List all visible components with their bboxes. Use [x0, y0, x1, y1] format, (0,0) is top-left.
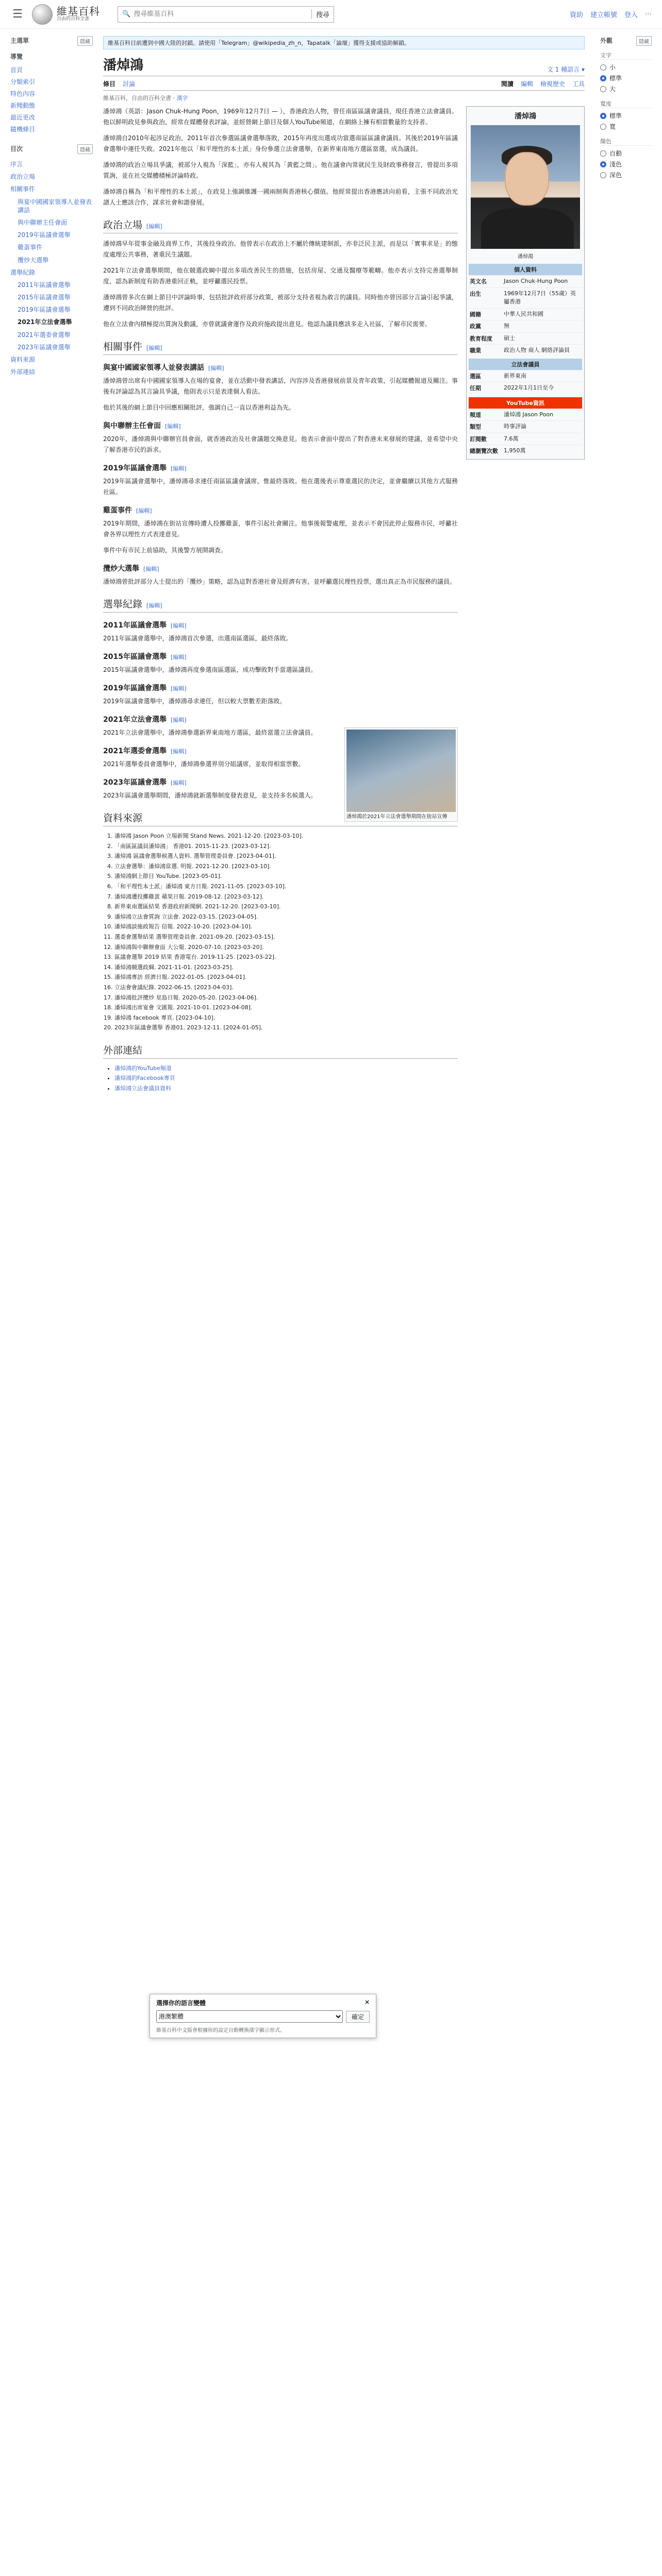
page-tabs: [103, 79, 585, 91]
subsection-heading: [103, 563, 458, 573]
infobox-row: [469, 287, 582, 308]
tab[interactable]: 閱讀: [501, 80, 514, 88]
hide-appearance-button[interactable]: 隱藏: [636, 36, 652, 46]
reference-item[interactable]: 11. 選委會選舉結果 選舉管理委員會. 2021-09-20. [2023-03-15].: [114, 933, 458, 942]
infobox-rows-personal: [469, 275, 582, 357]
toc-item[interactable]: 與中聯辦主任會面: [18, 218, 68, 226]
infobox-value: 無: [504, 323, 509, 329]
hide-menu-button[interactable]: 隱藏: [77, 36, 93, 46]
reference-list: [103, 832, 458, 1033]
infobox-key: 類型: [470, 423, 481, 430]
subsection-heading: [103, 505, 458, 515]
radio-icon[interactable]: [600, 172, 606, 178]
tab[interactable]: 討論: [123, 80, 136, 88]
external-links-heading: [103, 1043, 458, 1059]
title-row: [103, 55, 585, 76]
reference-item[interactable]: 10. 潘焯鴻談施政報告 信報. 2022-10-20. [2023-04-10].: [114, 922, 458, 931]
variant-popup: [150, 1994, 376, 2038]
toc-item[interactable]: 序言: [10, 161, 23, 168]
portrait-photo[interactable]: [471, 125, 580, 249]
radio-option[interactable]: [600, 170, 652, 180]
infobox-key: 總瀏覽次數: [470, 448, 498, 454]
subsection-heading: [103, 362, 458, 372]
width-title: 寬度: [600, 99, 652, 108]
intro-paragraph: 潘焯鴻自稱為「和平理性的本土派」，在政見上強調維護一國兩制與香港核心價值。他經常提出香港應該向前看，主張不同政治光譜人士應該合作，謀求社會和諧發展。: [103, 188, 458, 206]
figure-image[interactable]: [346, 730, 456, 812]
radio-label: 深色: [609, 172, 622, 179]
appearance-title: 外觀: [600, 37, 613, 44]
radio-option[interactable]: [600, 83, 652, 94]
radio-option[interactable]: [600, 159, 652, 170]
left-sidebar: [10, 29, 93, 1094]
variant-select[interactable]: [156, 2010, 343, 2023]
reference-item[interactable]: 15. 潘焯鴻專訪 經濟日報. 2022-01-05. [2023-04-01].: [114, 973, 458, 982]
edit-link[interactable]: [編輯]: [146, 602, 162, 609]
infobox-key: 訂閱數: [470, 435, 487, 443]
infobox-value: 政治人物 商人 網絡評論員: [504, 347, 570, 353]
section-paragraph: 2021年立法會選舉期間，他在競選政綱中提出多項改善民生的措施，包括房屋、交通及醫療等範疇。他亦表示支持完善選舉制度，認為新制度有助香港重回正軌，並呼籲選民投票。: [103, 267, 458, 285]
intro-paragraph: 潘焯鴻自2010年起涉足政治，2011年首次參選區議會選舉落敗，2015年再度出選成功當選南區區議會議員。其後於2019年區議會選舉中連任失敗。2021年他以「和平理性的本土派」身份參選立法會選舉，在新界東南地方選區當選，成為議員。: [103, 134, 458, 152]
toc-item[interactable]: 2019年區議會選舉: [18, 306, 71, 314]
subsection-heading: [103, 683, 458, 693]
top-bar: [0, 0, 662, 29]
infobox-title: 潘焯鴻: [515, 112, 536, 121]
infobox-value: Jason Chuk-Hung Poon: [504, 278, 568, 284]
reference-item[interactable]: 19. 潘焯鴻 facebook 專頁. [2023-04-10].: [114, 1013, 458, 1023]
infobox-value: 碩士: [504, 334, 515, 342]
main-menu-header: [10, 36, 93, 46]
subsection-paragraph: 2019年期間，潘焯鴻在街站宣傳時遭人投擲雞蛋，事件引起社會關注。他事後報警處理，並表示不會因此停止服務市民，呼籲社會各界以理性方式表達意見。: [103, 520, 458, 538]
toc-item[interactable]: 與宴中國國家領導人並發表講話: [18, 198, 92, 214]
infobox-value: 7.6萬: [504, 435, 519, 442]
site-tagline: 自由的百科全書: [57, 16, 90, 22]
infobox-row: [469, 382, 582, 394]
search-box[interactable]: [118, 6, 334, 23]
reference-item[interactable]: 16. 立法會會議紀錄. 2022-06-15. [2023-04-03].: [114, 983, 458, 992]
infobox-key: 出生: [470, 290, 481, 297]
edit-link[interactable]: [編輯]: [170, 779, 187, 786]
infobox-rows-youtube: [469, 409, 582, 457]
language-count: 1 種語言: [555, 66, 580, 73]
infobox-row: [469, 320, 582, 332]
radio-option[interactable]: [600, 121, 652, 132]
reference-item[interactable]: 5. 潘焯鴻網上節目 YouTube. [2023-05-01].: [114, 872, 458, 881]
external-link-item: [114, 1084, 458, 1093]
radio-label: 大: [609, 86, 616, 93]
reference-item[interactable]: 13. 區議會選舉 2019 結果 香港電台. 2019-11-25. [2023-03-22].: [114, 953, 458, 962]
campaign-figure[interactable]: [344, 727, 458, 822]
toc-item[interactable]: 資料來源: [10, 356, 36, 363]
subsection-title: 2011年區議會選舉: [103, 621, 167, 630]
radio-option[interactable]: [600, 62, 652, 73]
nav-title: 導覽: [10, 53, 23, 60]
radio-icon[interactable]: [600, 64, 606, 71]
hide-toc-button[interactable]: 隱藏: [77, 144, 93, 154]
section-paragraph: 潘焯鴻曾多次在網上節目中評論時事，包括批評政府部分政策，被部分支持者視為敢言的議員。同時他亦曾因部分言論引起爭議，遭到不同政治陣營的批評。: [103, 294, 458, 312]
subsection-heading: [103, 651, 458, 662]
edit-link[interactable]: [編輯]: [165, 423, 181, 430]
radio-label: 淺色: [609, 161, 622, 168]
section-title: 選舉紀錄: [103, 599, 143, 610]
section-paragraph: 他在立法會內積極提出質詢及動議，亦曾就議會運作及政府施政提出意見。他認為議員應該多走入社區，了解市民需要。: [103, 320, 432, 328]
edit-link[interactable]: [編輯]: [170, 654, 187, 660]
appearance-header: [600, 36, 652, 46]
radio-icon[interactable]: [600, 124, 606, 130]
page-title: 潘焯鴻: [103, 58, 144, 73]
toc-item[interactable]: 2023年區議會選舉: [18, 343, 71, 351]
nav-item[interactable]: [10, 99, 93, 111]
intro-paragraph: 潘焯鴻（英語：Jason Chuk-Hung Poon，1969年12月7日 — ），香港政治人物，曾任南區區議會議員，現任香港立法會議員。他以鮮明政見參與政治，經常在媒體發表評論，並經營網上節目及個人YouTube頻道，在網絡上擁有相當數量的支持者。: [103, 108, 458, 126]
external-link[interactable]: 潘焯鴻立法會議員資料: [114, 1085, 171, 1092]
reference-item[interactable]: 1. 潘焯鴻 Jason Poon 立場新聞 Stand News. 2021-12-20. [2023-03-10].: [114, 832, 458, 841]
reference-item[interactable]: 4. 立法會選舉：潘焯鴻當選. 明報. 2021-12-20. [2023-03-10].: [114, 862, 458, 871]
infobox-key: 任期: [470, 385, 481, 392]
infobox-key: 教育程度: [470, 335, 492, 342]
reference-item[interactable]: 20. 2023年區議會選舉 香港01. 2023-12-11. [2024-01-05].: [114, 1023, 458, 1032]
reference-item[interactable]: 3. 潘焯鴻 區議會選舉候選人資料. 選舉管理委員會. [2023-04-01].: [114, 852, 458, 861]
infobox-section-personal: 個人資料: [469, 264, 582, 275]
infobox: [466, 106, 585, 460]
toc-item[interactable]: 外部連結: [10, 368, 36, 376]
popup-note: 維基百科中文版會根據你的設定自動轉換漢字顯示形式。: [156, 2028, 285, 2033]
toc-item[interactable]: 2011年區議會選舉: [18, 281, 71, 289]
infobox-row: [469, 409, 582, 421]
external-links-list: [103, 1064, 458, 1094]
subsection-title: 2019年區議會選舉: [103, 684, 167, 692]
infobox-section-legco: 立法會議員: [469, 359, 582, 370]
infobox-value: 1969年12月7日（55歲）英屬香港: [504, 290, 576, 305]
article-area: [103, 106, 585, 1094]
user-links: [570, 9, 652, 19]
figure-caption: 潘焯鴻於2021年立法會選舉期間在街站宣傳: [346, 814, 448, 820]
nav-item[interactable]: [10, 64, 93, 76]
infobox-row: [469, 433, 582, 445]
site-logo[interactable]: [32, 4, 100, 25]
article-body: [103, 106, 458, 1094]
nav-list: [10, 64, 93, 135]
section-heading: [103, 217, 458, 233]
main-menu-icon[interactable]: ☰: [12, 8, 23, 21]
nav-item-label[interactable]: 新聞動態: [10, 102, 36, 109]
nav-item[interactable]: [10, 88, 93, 99]
nav-item[interactable]: [10, 123, 93, 135]
infobox-value: 中華人民共和國: [504, 310, 543, 317]
references-title: 資料來源: [103, 812, 143, 824]
subsection-title: 2019年區議會選舉: [103, 464, 167, 472]
edit-link[interactable]: [編輯]: [143, 566, 159, 572]
subsection-title: 2021年選委會選舉: [103, 747, 167, 755]
infobox-key: 選區: [470, 372, 481, 380]
external-link-item: [114, 1074, 458, 1083]
reference-item[interactable]: 7. 潘焯鴻遭投擲雞蛋 蘋果日報. 2019-08-12. [2023-03-12].: [114, 892, 458, 902]
radio-icon[interactable]: [600, 161, 606, 167]
nav-item-label[interactable]: 最近更改: [10, 114, 36, 121]
table-of-contents: [10, 158, 93, 378]
radio-icon[interactable]: [600, 113, 606, 119]
variant-link[interactable]: 漢字: [176, 95, 188, 101]
subsection-paragraph: 2019年區議會選舉中，潘焯鴻尋求連任，但以較大票數差距落敗。: [103, 698, 286, 705]
radio-icon[interactable]: [600, 86, 606, 92]
infobox-key: 英文名: [470, 278, 487, 285]
infobox-row: [469, 332, 582, 345]
infobox-key: 頻道: [470, 411, 481, 418]
edit-link[interactable]: [編輯]: [170, 748, 187, 755]
subsection-title: 2021年立法會選舉: [103, 716, 167, 724]
radio-label: 標準: [609, 112, 622, 120]
subsection-paragraph: 事件中有市民上前協助，其後警方展開調查。: [103, 547, 227, 554]
subsection-title: 與宴中國國家領導人並發表講話: [103, 364, 204, 372]
edit-link[interactable]: [編輯]: [170, 465, 187, 472]
subsection-title: 攬炒大選舉: [103, 565, 139, 573]
page-subtitle: 維基百科，自由的百科全書 · 漢字: [103, 95, 188, 101]
reference-item[interactable]: 6. 「和平理性本土派」潘焯鴻 東方日報. 2021-11-05. [2023-03-10].: [114, 882, 458, 891]
external-link[interactable]: 潘焯鴻的YouTube頻道: [114, 1064, 172, 1072]
subsection-heading: [103, 463, 458, 473]
wiki-globe-icon: [32, 4, 53, 25]
tabs-left: [103, 79, 135, 88]
nav-item-label[interactable]: 隨機條目: [10, 126, 36, 133]
toc-item[interactable]: 政治立場: [10, 173, 36, 181]
subsection-heading: [103, 420, 458, 431]
edit-link[interactable]: [編輯]: [170, 717, 187, 723]
search-button[interactable]: 搜尋: [311, 9, 329, 19]
tab[interactable]: 編輯: [520, 80, 533, 88]
toc-title: 目次: [10, 145, 23, 152]
subsection-title: 2015年區議會選舉: [103, 653, 167, 661]
external-link-item: [114, 1064, 458, 1073]
reference-item[interactable]: 17. 潘焯鴻批評攬炒 星島日報. 2020-05-20. [2023-04-06].: [114, 993, 458, 1003]
radio-label: 標準: [609, 75, 622, 82]
color-title: 顏色: [600, 137, 652, 146]
nav-item-label[interactable]: 首頁: [10, 66, 23, 74]
subtitle-text: 維基百科，自由的百科全書: [103, 95, 171, 101]
radio-option[interactable]: [600, 110, 652, 121]
subsection-paragraph: 2015年區議會選舉中，潘焯鴻再度參選南區選區，成功擊敗對手當選區議員。: [103, 666, 317, 673]
radio-label: 自動: [609, 150, 622, 157]
edit-link[interactable]: [編輯]: [170, 685, 187, 692]
nav-item[interactable]: [10, 76, 93, 88]
subsection-paragraph: 2011年區議會選舉中，潘焯鴻首次參選，出選南區選區，最終落敗。: [103, 635, 292, 642]
popup-title: 選擇你的語言變體: [156, 1999, 206, 2007]
radio-label: 小: [609, 64, 616, 71]
popup-header: [156, 1998, 370, 2007]
tab[interactable]: 工具: [572, 80, 585, 88]
popup-row: [156, 2010, 370, 2023]
subsection-paragraph: 潘焯鴻曾批評部分人士提出的「攬炒」策略，認為這對香港社會及經濟有害，並呼籲選民理性投票，選出真正為市民服務的議員。: [103, 578, 456, 585]
subsection-title: 2023年區議會選舉: [103, 778, 167, 787]
edit-link[interactable]: [編輯]: [146, 223, 162, 230]
infobox-row: [469, 308, 582, 320]
confirm-button[interactable]: 確定: [346, 2011, 370, 2023]
toc-item[interactable]: 雞蛋事件: [18, 244, 43, 251]
infobox-rows-legco: [469, 370, 582, 394]
subsection-paragraph: 2020年，潘焯鴻與中聯辦官員會面，就香港政治及社會議題交換意見。他表示會面中提出了對香港未來發展的建議，並希望中央了解香港市民的訴求。: [103, 435, 458, 453]
section-title: 政治立場: [103, 219, 143, 231]
tab[interactable]: 檢視歷史: [540, 80, 565, 88]
main-content: [93, 29, 595, 1094]
site-name: 維基百科: [57, 5, 100, 18]
toc-item[interactable]: 2021年選委會選舉: [18, 331, 71, 338]
nav-item-label[interactable]: 特色內容: [10, 90, 36, 97]
radio-icon[interactable]: [600, 150, 606, 157]
reference-item[interactable]: 12. 潘焯鴻與中聯辦會面 大公報. 2020-07-10. [2023-03-20].: [114, 943, 458, 952]
site-notice: 維基百科目前遭到中國大陸的封鎖。請使用「Telegram」@wikipedia_zh_n，Tapatalk「論壇」獲得支援或協助解鎖。: [103, 36, 585, 49]
infobox-row: [469, 370, 582, 382]
section-heading: [103, 339, 458, 355]
edit-link[interactable]: [編輯]: [136, 507, 152, 514]
subsection-paragraph: 2021年選舉委員會選舉中，潘焯鴻參選界別分組議席，並取得相當票數。: [103, 760, 305, 768]
external-link[interactable]: 潘焯鴻的Facebook專頁: [114, 1075, 175, 1082]
section-heading: [103, 597, 458, 613]
tabs-right: [501, 79, 585, 88]
edit-link[interactable]: [編輯]: [170, 622, 187, 629]
infobox-value: 1,950萬: [504, 447, 526, 454]
appearance-panel: [595, 29, 652, 1094]
subsection-paragraph: 潘焯鴻曾出席有中國國家領導人在場的宴會，並在活動中發表講話，內容涉及香港發展前景及青年政策，引起媒體報道及關注。事後有評論認為其言論具爭議，他則表示只是表達個人看法。: [103, 377, 458, 395]
nav-item[interactable]: [10, 111, 93, 123]
infobox-row: [469, 445, 582, 457]
top-link[interactable]: 資助: [569, 11, 583, 19]
infobox-row: [469, 275, 582, 287]
tab[interactable]: 條目: [103, 80, 116, 88]
toc-item[interactable]: 選舉紀錄: [10, 268, 36, 276]
toc-header: [10, 144, 93, 154]
infobox-row: [469, 344, 582, 357]
reference-item[interactable]: 9. 潘焯鴻立法會質詢 立法會. 2022-03-15. [2023-04-05].: [114, 912, 458, 922]
reference-item[interactable]: 18. 潘焯鴻出席宴會 文匯報. 2021-10-01. [2023-04-08].: [114, 1003, 458, 1012]
subsection-paragraph: 2019年區議會選舉中，潘焯鴻尋求連任南區區議會議席，惟最終落敗。他在選後表示尊重選民的決定，並會繼續以其他方式服務社區。: [103, 478, 458, 496]
infobox-value: 新界東南: [504, 372, 526, 379]
section-paragraph: 潘焯鴻早年從事金融及商界工作，其後投身政治。他曾表示在政治上不屬於傳統建制派，亦非泛民主派，而是以「實事求是」的態度處理公共事務，著重民生議題。: [103, 240, 458, 258]
top-link[interactable]: 建立帳號: [590, 11, 617, 19]
reference-item[interactable]: 2. 「南區區議員潘焯鴻」 香港01. 2015-11-23. [2023-03-12].: [114, 842, 458, 851]
subsection-paragraph: 2021年立法會選舉中，潘焯鴻參選新界東南地方選區，最終當選立法會議員。: [103, 729, 317, 736]
nav-item-label[interactable]: 分類索引: [10, 78, 36, 86]
search-input[interactable]: [134, 10, 308, 18]
language-button[interactable]: 文 1 種語言 ▾: [547, 66, 585, 73]
color-options: [600, 148, 652, 180]
subsection-title: 雞蛋事件: [103, 506, 132, 515]
subsection-paragraph: 他於其後的網上節目中回應相關批評，強調自己一直以香港利益為先。: [103, 404, 295, 411]
infobox-value: 2022年1月1日至今: [504, 384, 554, 391]
reference-item[interactable]: 8. 新界東南選區結果 香港政府新聞網. 2021-12-20. [2023-03-10].: [114, 902, 458, 911]
subsection-heading: [103, 714, 458, 724]
radio-option[interactable]: [600, 148, 652, 159]
infobox-key: 國籍: [470, 311, 481, 318]
infobox-row: [469, 420, 582, 433]
radio-label: 寬: [609, 123, 616, 130]
subsection-heading: [103, 620, 458, 630]
photo-caption: 潘焯鴻: [518, 254, 533, 260]
toc-item[interactable]: 相關事件: [10, 185, 36, 193]
text-size-title: 文字: [600, 51, 652, 60]
edit-link[interactable]: [編輯]: [146, 345, 162, 351]
reference-item[interactable]: 14. 潘焯鴻競選政綱. 2021-11-01. [2023-03-25].: [114, 963, 458, 972]
logo-text: [57, 6, 100, 22]
external-links-title: 外部連結: [103, 1044, 143, 1056]
search-icon: 🔍: [122, 10, 131, 18]
main-menu-title: 主選單: [10, 37, 29, 44]
toc-item[interactable]: 攬炒大選舉: [18, 256, 49, 264]
toc-item[interactable]: 2021年立法會選舉: [18, 318, 72, 326]
width-options: [600, 110, 652, 132]
close-icon[interactable]: ×: [364, 1998, 370, 2006]
top-link[interactable]: ⋯: [645, 10, 652, 18]
text-size-options: [600, 62, 652, 94]
toc-item[interactable]: 2015年區議會選舉: [18, 294, 71, 301]
radio-option[interactable]: [600, 73, 652, 83]
infobox-value: 潘焯鴻 Jason Poon: [504, 411, 554, 418]
youtube-section: YouTube資訊: [469, 397, 582, 409]
top-link[interactable]: 登入: [624, 11, 638, 19]
subsection-paragraph: 2023年區議會選舉期間，潘焯鴻就新選舉制度發表意見，並支持多名候選人。: [103, 792, 317, 799]
radio-icon[interactable]: [600, 75, 606, 81]
infobox-key: 職業: [470, 347, 481, 354]
edit-link[interactable]: [編輯]: [208, 365, 224, 371]
toc-item[interactable]: 2019年區議會選舉: [18, 231, 71, 239]
infobox-key: 政黨: [470, 323, 481, 330]
section-title: 相關事件: [103, 341, 143, 352]
infobox-value: 時事評論: [504, 423, 526, 430]
subsection-title: 與中聯辦主任會面: [103, 422, 161, 430]
intro-paragraph: 潘焯鴻的政治立場具爭議，被部分人視為「深藍」，亦有人視其為「黃藍之間」。他在議會內常就民生及財政事務發言，曾提出多項質詢，並在社交媒體積極評論時政。: [103, 161, 458, 179]
